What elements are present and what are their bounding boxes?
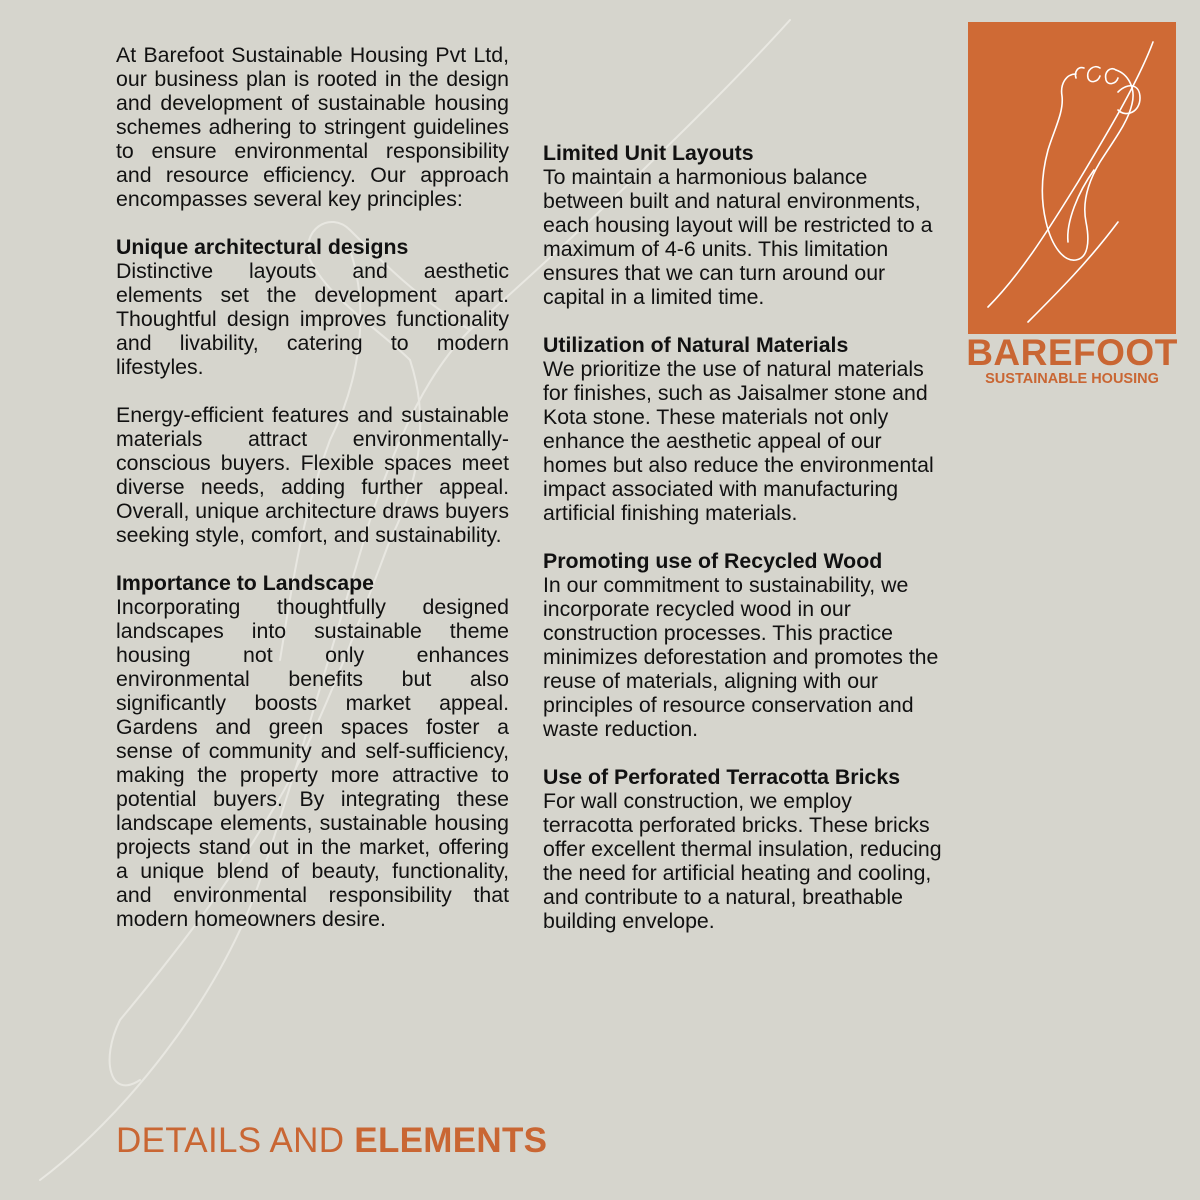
section-paragraph: For wall construction, we employ terracotta perforated bricks. These bricks offer excellent thermal insulation, reducing the need for artificial heating and cooling, and contribute to a natural, breathable building envelope.: [543, 789, 942, 933]
brand-name: BAREFOOT: [966, 332, 1178, 373]
intro-paragraph: At Barefoot Sustainable Housing Pvt Ltd, our business plan is rooted in the design and development of sustainable housing schemes adhering to stringent guidelines to ensure environmental responsibility and resource efficiency. Our approach encompasses several key principles:: [116, 43, 509, 211]
section-heading-limited-unit-layouts: Limited Unit Layouts: [543, 141, 754, 165]
right-text-column: [543, 141, 943, 933]
section-paragraph: In our commitment to sustainability, we incorporate recycled wood in our construction processes. This practice minimizes deforestation and promotes the reuse of materials, aligning with our principles of resource conservation and waste reduction.: [543, 573, 939, 741]
brand-tagline: SUSTAINABLE HOUSING: [985, 371, 1159, 387]
section-heading-landscape: Importance to Landscape: [116, 571, 374, 595]
foot-line-art-icon: [968, 22, 1176, 334]
section-paragraph: Incorporating thoughtfully designed landscapes into sustainable theme housing not only enhances environmental benefits but also significantly boosts market appeal. Gardens and green spaces foster a sense of community and self-sufficiency, making the property more attractive to potential buyers. By integrating these landscape elements, sustainable housing projects stand out in the market, offering a unique blend of beauty, functionality, and environmental responsibility that modern homeowners desire.: [116, 595, 509, 931]
brand-logo: [968, 22, 1176, 334]
page-title-bold: ELEMENTS: [354, 1121, 548, 1160]
section-heading-terracotta-bricks: Use of Perforated Terracotta Bricks: [543, 765, 901, 789]
section-heading-natural-materials: Utilization of Natural Materials: [543, 333, 849, 357]
section-paragraph: We prioritize the use of natural materials for finishes, such as Jaisalmer stone and Kota stone. These materials not only enhance the aesthetic appeal of our homes but also reduce the environmental impact associated with manufacturing artificial finishing materials.: [543, 357, 934, 525]
section-paragraph: Distinctive layouts and aesthetic elements set the development apart. Thoughtful design improves functionality and livability, catering to modern lifestyles.: [116, 259, 509, 379]
section-paragraph: To maintain a harmonious balance between built and natural environments, each housing layout will be restricted to a maximum of 4-6 units. This limitation ensures that we can turn around our capital in a limited time.: [543, 165, 933, 309]
section-heading-architectural-designs: Unique architectural designs: [116, 235, 409, 259]
left-text-column: [116, 43, 509, 931]
section-paragraph: Energy-efficient features and sustainable materials attract environmentally-conscious buyers. Flexible spaces meet diverse needs, adding further appeal. Overall, unique architecture draws buyers seeking style, comfort, and sustainability.: [116, 403, 509, 547]
section-heading-recycled-wood: Promoting use of Recycled Wood: [543, 549, 883, 573]
page-title-light: DETAILS AND: [116, 1121, 355, 1160]
page-title: [116, 1120, 547, 1162]
